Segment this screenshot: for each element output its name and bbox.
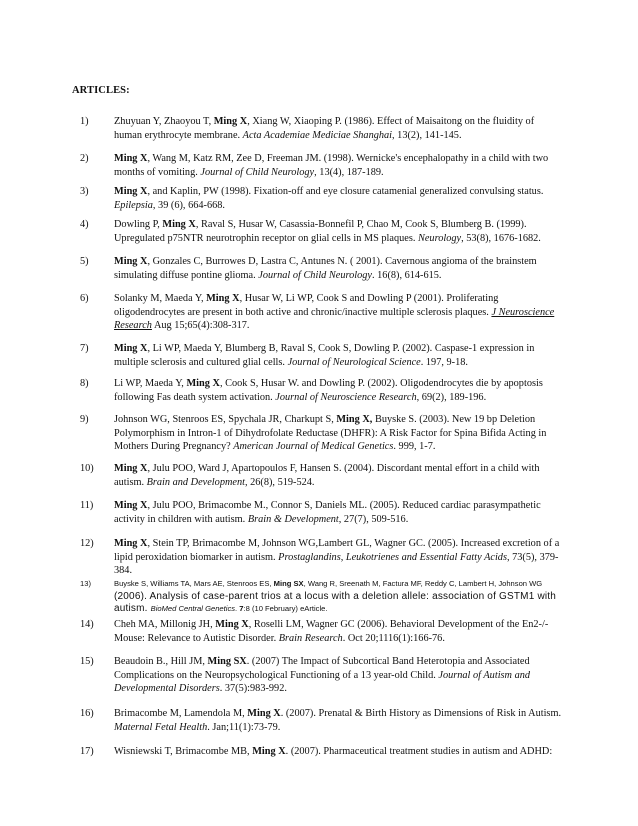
article-number: 16) [80, 708, 94, 719]
journal-name: Journal of Neuroscience Research [275, 391, 417, 403]
citation-text: , 13(2), 141-145. [392, 129, 462, 141]
journal-name: Journal of Neurological Science [287, 356, 421, 368]
journal-name: J Neuroscience Research [114, 306, 555, 332]
article-citation [114, 342, 564, 369]
journal-name: Journal of Child Neurology [258, 269, 372, 281]
article-entry [80, 578, 564, 616]
author-highlight: Ming X [114, 500, 148, 511]
citation-text: , Husar W, Li WP, Cook S and Dowling P (2001). Proliferating oligodendrocytes are present in both active and chronic/inactive multiple sclerosis plaques. [114, 293, 499, 318]
citation-text: , Gonzales C, Burrowes D, Lastra C, Antunes N. ( 2001). Cavernous angioma of the brainstem simulating diffuse pontine glioma. [114, 256, 537, 281]
article-entry [80, 342, 564, 369]
citation-text: Johnson WG, Stenroos ES, Spychala JR, Charkupt S, [114, 414, 337, 425]
author-highlight: Ming X [252, 746, 286, 757]
article-entry [80, 152, 564, 179]
citation-text: , 39 (6), 664-668. [152, 199, 225, 211]
article-number: 14) [80, 619, 94, 630]
article-number: 6) [80, 293, 89, 304]
citation-text: , Li WP, Maeda Y, Blumberg B, Raval S, Cook S, Dowling P. (2002). Caspase-1 expression in multiple sclerosis and cultured glial cells. [114, 343, 535, 368]
author-highlight: Ming X [114, 538, 148, 549]
journal-name: Maternal Fetal Health [114, 721, 208, 733]
article-entry [80, 462, 564, 489]
article-number: 4) [80, 219, 89, 230]
author-highlight: Ming SX [207, 656, 247, 667]
citation-text: . 37(5):983-992. [219, 683, 287, 695]
citation-text: Dowling P, [114, 219, 163, 230]
citation-text: , 27(7), 509-516. [338, 513, 409, 525]
article-number: 7) [80, 343, 89, 354]
journal-name: Journal of Child Neurology [200, 166, 315, 178]
citation-text: Zhuyuan Y, Zhaoyou T, [114, 116, 214, 127]
author-highlight: Ming X [215, 619, 249, 630]
citation-text: Li WP, Maeda Y, [114, 378, 187, 389]
author-highlight: Ming X [114, 343, 148, 354]
article-entry [80, 707, 564, 734]
citation-text: , 73(5), 379-384. [114, 551, 559, 577]
citation-text: Buyske S, Williams TA, Mars AE, Stenroos ES, [114, 579, 274, 588]
author-highlight: Ming X, [336, 414, 373, 425]
citation-text: Solanky M, Maeda Y, [114, 293, 207, 304]
citation-text: Wisniewski T, Brimacombe MB, [114, 746, 253, 757]
article-citation [114, 499, 564, 526]
article-citation [114, 292, 564, 333]
article-entry [80, 115, 564, 142]
citation-text: . 197, 9-18. [420, 356, 468, 368]
citation-text: , Stein TP, Brimacombe M, Johnson WG,Lambert GL, Wagner GC. (2005). Increased excretion of a lipid peroxidation biomarker in autism. [114, 538, 560, 563]
journal-name: Neurology [417, 232, 462, 244]
article-entry [80, 618, 564, 645]
journal-name: Brain & Development [247, 513, 339, 525]
author-highlight: Ming X [114, 153, 148, 164]
article-number: 12) [80, 538, 94, 549]
citation-text: . Oct 20;1116(1):166-76. [342, 632, 445, 644]
citation-text: , 26(8), 519-524. [244, 476, 315, 488]
author-highlight: 7 [239, 604, 244, 614]
author-highlight: Ming X [114, 186, 148, 197]
citation-text: , Julu POO, Brimacombe M., Connor S, Daniels ML. (2005). Reduced cardiac parasympathetic activity in children with autism. [114, 500, 541, 525]
article-entry [80, 255, 564, 282]
journal-name: Epilepsia [114, 199, 153, 211]
author-highlight: Ming X [213, 116, 248, 127]
citation-text: (2006). Analysis of case-parent trios at a locus with a deletion allele: association of GSTM1 with autism. [114, 590, 557, 615]
journal-name: Journal of Autism and Developmental Disorders [114, 669, 531, 695]
article-citation [114, 618, 564, 645]
citation-text: :8 (10 February) eArticle. [243, 604, 328, 614]
article-citation [114, 115, 564, 142]
journal-name: Acta Academiae Mediciae Shanghai [242, 129, 393, 141]
author-highlight: Ming X [162, 219, 196, 230]
citation-text: . [235, 604, 240, 614]
article-entry [80, 292, 564, 333]
citation-text: . 999, 1-7. [393, 441, 436, 453]
article-entry [80, 218, 564, 245]
citation-text: Buyske S. (2003). New 19 bp Deletion Polymorphism in Intron-1 of Dihydrofolate Reductase (DHFR): A Risk Factor for Spina Bifida Acting in Mothers During Pregnancy? [114, 414, 547, 453]
article-number: 11) [80, 500, 94, 511]
article-entry [80, 377, 564, 404]
article-entry [80, 655, 564, 696]
journal-name: American Journal of Medical Genetics [233, 441, 394, 453]
author-highlight: Ming SX [273, 579, 304, 588]
author-highlight: Ming X [247, 708, 281, 719]
article-citation [114, 537, 564, 578]
author-highlight: Ming X [114, 463, 148, 474]
article-number: 2) [80, 153, 89, 164]
article-entry [80, 745, 564, 759]
author-highlight: Ming X [114, 256, 148, 267]
citation-text: , 53(8), 1676-1682. [461, 232, 541, 244]
article-citation [114, 707, 564, 734]
citation-text: Cheh MA, Millonig JH, [114, 619, 216, 630]
article-citation [114, 152, 564, 179]
section-heading-articles: ARTICLES: [72, 85, 130, 96]
article-number: 5) [80, 256, 89, 267]
article-entry [80, 499, 564, 526]
citation-text: , Roselli LM, Wagner GC (2006). Behavioral Development of the En2-/-Mouse: Relevance to Autistic Disorder. [114, 619, 549, 644]
article-citation [114, 578, 564, 616]
article-number: 10) [80, 463, 94, 474]
article-number: 1) [80, 116, 89, 127]
citation-text: , 13(4), 187-189. [314, 166, 384, 178]
citation-text: . 16(8), 614-615. [372, 269, 442, 281]
article-citation [114, 218, 564, 245]
citation-text: . (2007). Prenatal & Birth History as Dimensions of Risk in Autism. [280, 708, 562, 719]
article-citation [114, 413, 564, 454]
citation-text: , Wang M, Katz RM, Zee D, Freeman JM. (1998). Wernicke's encephalopathy in a child with two months of vomiting. [114, 153, 549, 178]
citation-text: , Raval S, Husar W, Casassia-Bonnefil P, Chao M, Cook S, Blumberg B. (1999). Upregulated p75NTR neurotrophin receptor on glial cells in MS plaques. [114, 219, 527, 244]
article-number: 8) [80, 378, 89, 389]
article-citation [114, 745, 564, 759]
article-citation [114, 462, 564, 489]
journal-name: Brain and Development [146, 476, 245, 488]
article-number: 15) [80, 656, 94, 667]
article-citation [114, 255, 564, 282]
citation-text: Brimacombe M, Lamendola M, [114, 708, 248, 719]
citation-text: . (2007) The Impact of Subcortical Band Heterotopia and Associated Complications on the Neuropsychological Functioning of a 13 year-old Child. [114, 656, 530, 681]
author-highlight: Ming X [186, 378, 220, 389]
article-number: 13) [80, 579, 91, 588]
journal-name: BioMed Central Genetics [150, 604, 236, 614]
article-citation [114, 185, 564, 212]
article-entry [80, 413, 564, 454]
citation-text: Beaudoin B., Hill JM, [114, 656, 208, 667]
citation-text: , 69(2), 189-196. [416, 391, 487, 403]
article-entry [80, 185, 564, 212]
citation-text: . (2007). Pharmaceutical treatment studies in autism and ADHD: [285, 746, 553, 757]
article-entry [80, 537, 564, 578]
journal-name: Prostaglandins, Leukotrienes and Essential Fatty Acids [278, 551, 507, 563]
article-number: 9) [80, 414, 89, 425]
article-number: 3) [80, 186, 89, 197]
citation-text: , Cook S, Husar W. and Dowling P. (2002). Oligodendrocytes die by apoptosis following Fas death system activation. [114, 378, 543, 403]
article-number: 17) [80, 746, 94, 757]
article-citation [114, 377, 564, 404]
citation-text: , Wang R, Sreenath M, Factura MF, Reddy C, Lambert H, Johnson WG [303, 579, 543, 588]
journal-name: Brain Research [278, 632, 343, 644]
citation-text: , Julu POO, Ward J, Apartopoulos F, Hansen S. (2004). Discordant mental effort in a child with autism. [114, 463, 540, 488]
citation-text: Aug 15;65(4):308-317. [151, 320, 250, 332]
citation-text: . Jan;11(1):73-79. [207, 721, 281, 733]
author-highlight: Ming X [206, 293, 240, 304]
article-citation [114, 655, 564, 696]
citation-text: , Xiang W, Xiaoping P. (1986). Effect of Maisaitong on the fluidity of human erythrocyte membrane. [114, 116, 535, 141]
citation-text: , and Kaplin, PW (1998). Fixation-off and eye closure catamenial generalized convulsing status. [147, 186, 544, 197]
